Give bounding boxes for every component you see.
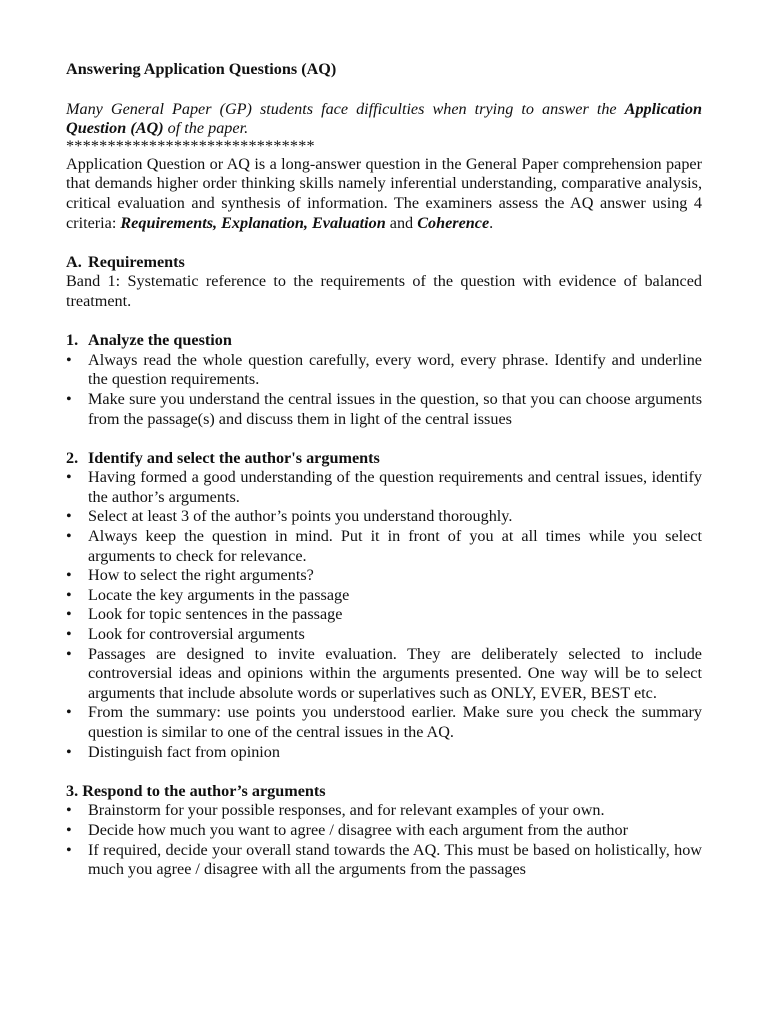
list-item-text: Make sure you understand the central issues in the question, so that you can choose arguments from the passage(s) and discuss them in light of the central issues xyxy=(88,389,702,428)
bullet-icon: • xyxy=(66,840,72,859)
bullet-icon: • xyxy=(66,566,72,585)
section-3-heading xyxy=(66,782,702,802)
bullet-icon: • xyxy=(66,625,72,644)
bullet-icon: • xyxy=(66,801,72,820)
criteria-last: Coherence xyxy=(417,213,490,232)
document-title: Answering Application Questions (AQ) xyxy=(66,60,337,78)
list-item-text: How to select the right arguments? xyxy=(88,566,314,585)
list-item-text: Distinguish fact from opinion xyxy=(88,742,280,761)
list-item xyxy=(66,645,702,704)
section-1-title: Analyze the question xyxy=(88,331,232,350)
section-3-number: 3. xyxy=(66,781,79,800)
list-item xyxy=(66,625,702,645)
bullet-icon: • xyxy=(66,468,72,487)
list-item-text: Locate the key arguments in the passage xyxy=(88,585,350,604)
section-2-heading xyxy=(66,449,702,469)
list-item-text: Select at least 3 of the author’s points you understand thoroughly. xyxy=(88,507,513,526)
list-item xyxy=(66,351,702,390)
list-item-text: Passages are designed to invite evaluation. They are deliberately selected to include controversial ideas and opinions within the arguments presented. One way will be to select arguments that include absolute words or superlatives such as ONLY, EVER, BEST etc. xyxy=(88,644,702,702)
definition-end: . xyxy=(489,213,494,232)
list-item-text: From the summary: use points you understood earlier. Make sure you check the summary question is similar to one of the central issues in the AQ. xyxy=(88,703,702,741)
divider-stars: ****************************** xyxy=(66,138,315,155)
list-item xyxy=(66,527,702,566)
section-a-heading xyxy=(66,253,702,273)
bullet-icon: • xyxy=(66,703,72,722)
section-3-list xyxy=(66,801,702,879)
criteria-list: Requirements, Explanation, Evaluation xyxy=(120,213,386,232)
list-item-text: Always keep the question in mind. Put it in front of you at all times while you select arguments to check for relevance. xyxy=(88,527,702,565)
list-item xyxy=(66,703,702,742)
criteria-and: and xyxy=(385,213,418,232)
band-paragraph: Band 1: Systematic reference to the requirements of the question with evidence of balanced treatment. xyxy=(66,272,702,310)
definition-text: Application Question or AQ is a long-answer question in the General Paper comprehension paper that demands higher order thinking skills namely inferential understanding, comparative analysis, critical evaluation and synthesis of information. The examiners assess the AQ answer using 4 criteria: xyxy=(66,154,702,232)
bullet-icon: • xyxy=(66,644,72,663)
list-item-text: Look for topic sentences in the passage xyxy=(88,605,343,624)
bullet-icon: • xyxy=(66,507,72,526)
bullet-icon: • xyxy=(66,585,72,604)
bullet-icon: • xyxy=(66,742,72,761)
list-item xyxy=(66,743,702,763)
bullet-icon: • xyxy=(66,389,72,408)
list-item xyxy=(66,821,702,841)
bullet-icon: • xyxy=(66,605,72,624)
section-2-title: Identify and select the author's arguments xyxy=(88,448,380,467)
bullet-icon: • xyxy=(66,820,72,839)
list-item-text: Having formed a good understanding of the question requirements and central issues, identify the author’s arguments. xyxy=(88,468,702,506)
section-a-number: A. xyxy=(66,252,82,271)
list-item xyxy=(66,841,702,880)
list-item xyxy=(66,390,702,429)
section-1-list xyxy=(66,351,702,429)
bullet-icon: • xyxy=(66,527,72,546)
section-a-title: Requirements xyxy=(88,252,185,271)
section-2-list xyxy=(66,468,702,762)
section-2-number: 2. xyxy=(66,448,79,467)
list-item xyxy=(66,586,702,606)
list-item-text: Always read the whole question carefully, every word, every phrase. Identify and underline the question requirements. xyxy=(88,350,702,389)
section-1-heading xyxy=(66,331,702,351)
list-item-text: Decide how much you want to agree / disagree with each argument from the author xyxy=(88,820,628,839)
list-item xyxy=(66,605,702,625)
definition-paragraph xyxy=(66,155,702,233)
list-item-text: Brainstorm for your possible responses, and for relevant examples of your own. xyxy=(88,801,605,820)
bullet-icon: • xyxy=(66,350,72,369)
list-item xyxy=(66,566,702,586)
list-item xyxy=(66,507,702,527)
intro-bold: Application Question (AQ) xyxy=(66,99,702,138)
intro-paragraph xyxy=(66,100,702,139)
document-page xyxy=(66,60,702,880)
list-item-text: If required, decide your overall stand towards the AQ. This must be based on holistically, how much you agree / disagree with all the arguments from the passages xyxy=(88,840,702,879)
intro-text: Many General Paper (GP) students face difficulties when trying to answer the xyxy=(66,99,625,118)
section-1-number: 1. xyxy=(66,331,79,350)
list-item xyxy=(66,468,702,507)
intro-text-end: of the paper. xyxy=(163,119,249,138)
list-item xyxy=(66,801,702,821)
list-item-text: Look for controversial arguments xyxy=(88,625,305,644)
section-3-title: Respond to the author’s arguments xyxy=(82,781,326,800)
